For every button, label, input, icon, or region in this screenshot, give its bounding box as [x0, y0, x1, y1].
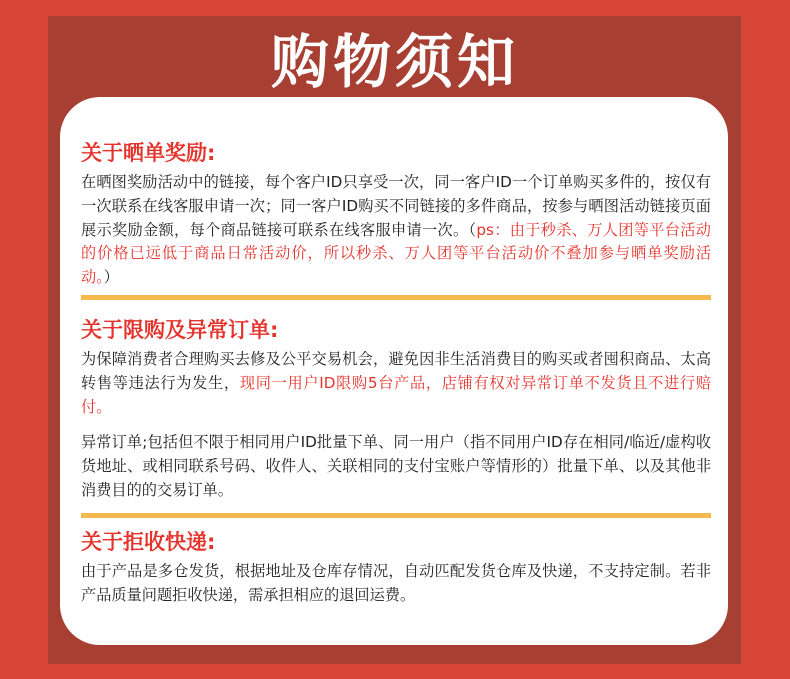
section-heading: 关于晒单奖励: — [81, 141, 216, 165]
section-purchase-limit — [81, 316, 711, 503]
section-paragraph — [81, 431, 711, 502]
section-reject-delivery — [81, 528, 711, 608]
section-heading: 关于限购及异常订单: — [81, 318, 279, 342]
paragraph-text: 为保障消费者合理购买去修及公平交易机会，避免因非生活消费目的购买或者囤积商品、太高转售等违法行为发生， — [81, 350, 711, 392]
paragraph-highlight: 现同一用户ID限购5台产品，店铺有权对异常订单不发货且不进行赔付。 — [81, 373, 711, 416]
section-review-reward — [81, 139, 711, 290]
section-divider — [81, 295, 711, 300]
paragraph-tail: ） — [103, 268, 119, 287]
paragraph-text: 在晒图奖励活动中的链接，每个客户ID只享受一次，同一客户ID一个订单购买多件的，按仅有一次联系在线客服申请一次；同一客户ID购买不同链接的多件商品，按参与晒图活动链接页面展示奖励金额，每个商品链接可联系在线客服申请一次。（ — [81, 173, 711, 239]
notice-card — [60, 97, 728, 645]
section-divider — [81, 513, 711, 518]
section-paragraph — [81, 560, 711, 608]
section-heading: 关于拒收快递: — [81, 530, 216, 554]
page-title: 购物须知 — [270, 28, 519, 96]
section-paragraph — [81, 171, 711, 290]
paragraph-text: 异常订单;包括但不限于相同用户ID批量下单、同一用户（指不同用户ID存在相同/临近/虚构收货地址、或相同联系号码、收件人、关联相同的支付宝账户等情形的）批量下单、以及其他非消费目的的交易订单。 — [81, 433, 711, 499]
section-paragraph — [81, 348, 711, 419]
paragraph-highlight: ps：由于秒杀、万人团等平台活动的价格已远低于商品日常活动价，所以秒杀、万人团等平台活动价不叠加参与晒单奖励活动。 — [81, 220, 711, 287]
paragraph-text: 由于产品是多仓发货，根据地址及仓库存情况，自动匹配发货仓库及快递，不支持定制。若非产品质量问题拒收快递，需承担相应的退回运费。 — [81, 562, 711, 604]
